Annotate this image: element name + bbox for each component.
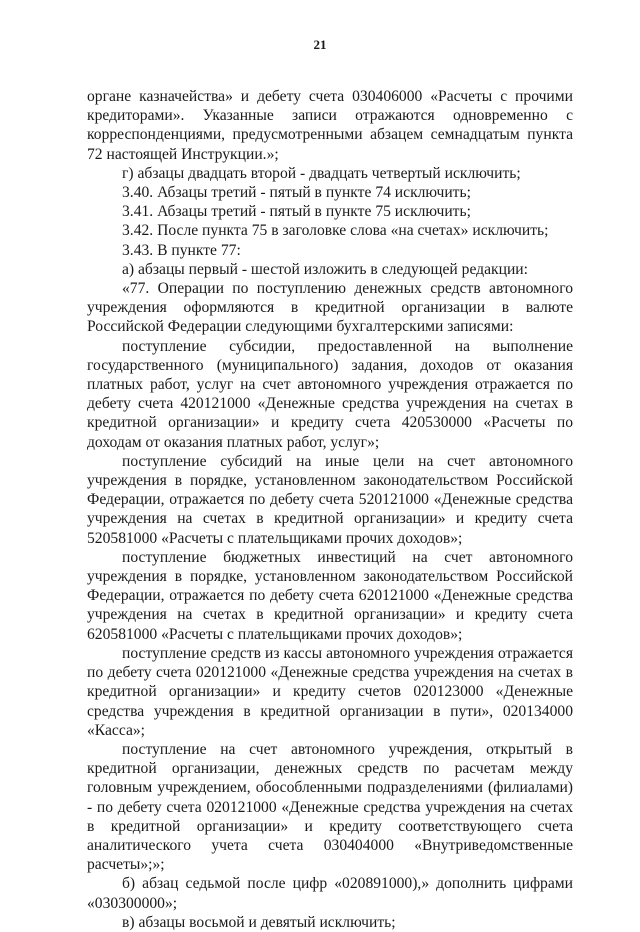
paragraph: «77. Операции по поступлению денежных средств автономного учреждения оформляются в кредитной организации в валюте Российской Федерации следующими бухгалтерскими записями:	[87, 280, 573, 336]
paragraph: органе казначейства» и дебету счета 030406000 «Расчеты с прочими кредиторами». Указанные записи отражаются одновременно с корреспонденциями, предусмотренными абзацем семнадцатым пункта 72 настоящей Инструкции.»;	[87, 88, 573, 163]
document-body	[87, 87, 573, 932]
paragraph: б) абзац седьмой после цифр «020891000),» дополнить цифрами «030300000»;	[87, 875, 573, 912]
paragraph: поступление средств из кассы автономного учреждения отражается по дебету счета 020121000 «Денежные средства учреждения на счетах в кредитной организации» и кредиту счетов 020123000 «Денежные средства учреждения в кредитной организации в пути», 020134000 «Касса»;	[87, 644, 573, 739]
paragraph: поступление на счет автономного учреждения, открытый в кредитной организации, денежных средств по расчетам между головным учреждением, обособленными подразделениями (филиалами) - по дебету счета 020121000 «Денежные средства учреждения на счетах в кредитной организации» и кредиту соответствующего счета аналитического учета счета 030404000 «Внутриведомственные расчеты»;»;	[87, 740, 573, 874]
paragraph: в) абзацы восьмой и девятый исключить;	[122, 913, 396, 931]
page-number: 21	[313, 37, 327, 52]
paragraph: поступление бюджетных инвестиций на счет автономного учреждения в порядке, установленном законодательством Российской Федерации, отражается по дебету счета 620121000 «Денежные средства учреждения на счетах в кредитной организации» и кредиту счета 620581000 «Расчеты с плательщиками прочих доходов»;	[87, 548, 573, 643]
paragraph: 3.42. После пункта 75 в заголовке слова «на счетах» исключить;	[122, 222, 549, 240]
paragraph: 3.40. Абзацы третий - пятый в пункте 74 исключить;	[122, 184, 471, 202]
paragraph: 3.41. Абзацы третий - пятый в пункте 75 исключить;	[122, 203, 471, 221]
paragraph: поступление субсидии, предоставленной на выполнение государственного (муниципального) задания, доходов от оказания платных работ, услуг на счет автономного учреждения отражается по дебету счета 420121000 «Денежные средства учреждения на счетах в кредитной организации» и кредиту счета 420530000 «Расчеты по доходам от оказания платных работ, услуг»;	[87, 337, 573, 451]
paragraph: г) абзацы двадцать второй - двадцать четвертый исключить;	[122, 164, 521, 182]
paragraph: поступление субсидий на иные цели на счет автономного учреждения в порядке, установленном законодательством Российской Федерации, отражается по дебету счета 520121000 «Денежные средства учреждения на счетах в кредитной организации» и кредиту счета 520581000 «Расчеты с плательщиками прочих доходов»;	[87, 452, 573, 547]
paragraph: а) абзацы первый - шестой изложить в следующей редакции:	[122, 260, 528, 278]
paragraph: 3.43. В пункте 77:	[122, 241, 241, 259]
